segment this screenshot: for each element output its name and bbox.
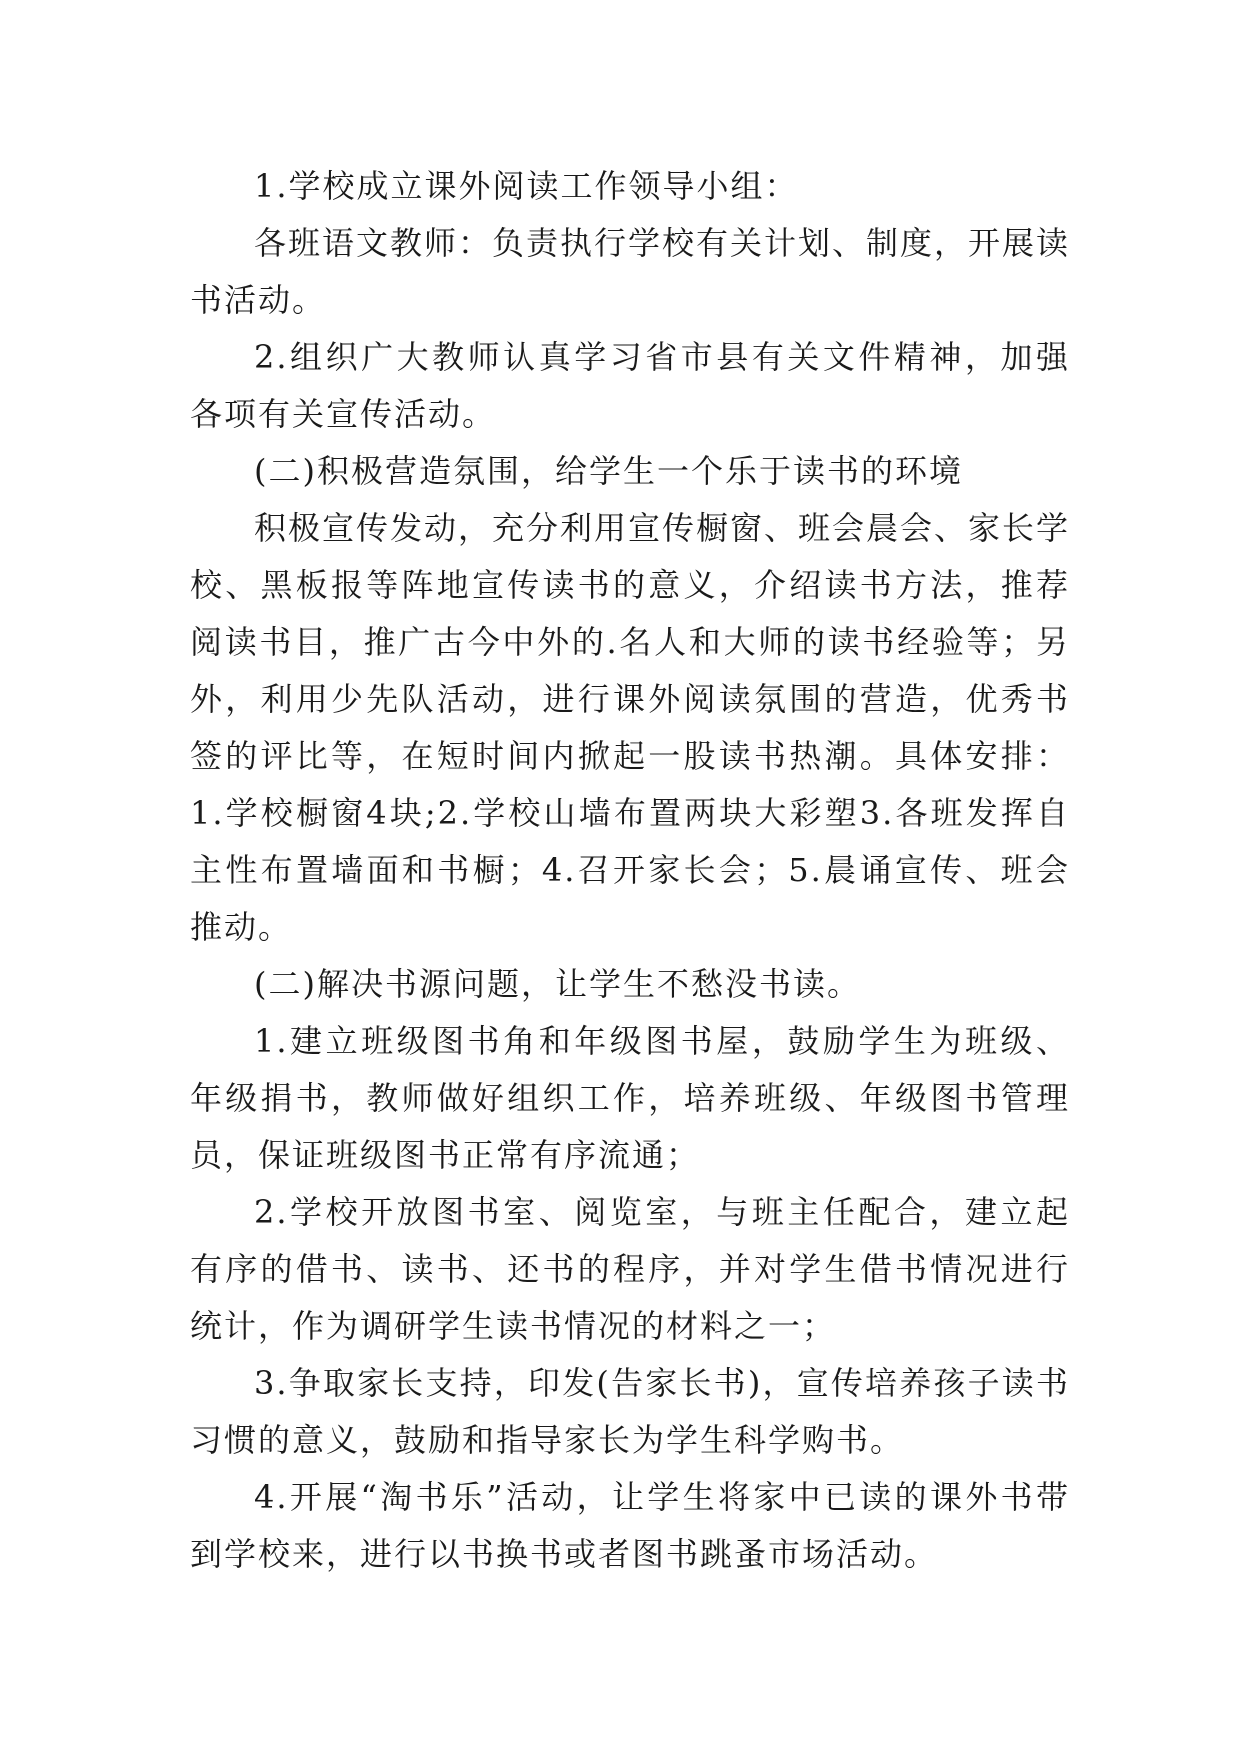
paragraph: 1.学校成立课外阅读工作领导小组： xyxy=(254,167,799,205)
paragraph: 4.开展“淘书乐”活动，让学生将家中已读的课外书带到学校来，进行以书换书或者图书跳蚤市场活动。 xyxy=(190,1478,1070,1573)
section-heading: (二)积极营造氛围，给学生一个乐于读书的环境 xyxy=(254,452,963,490)
paragraph: 2.组织广大教师认真学习省市县有关文件精神，加强各项有关宣传活动。 xyxy=(190,338,1070,433)
paragraph: 各班语文教师：负责执行学校有关计划、制度，开展读书活动。 xyxy=(190,224,1071,319)
section-heading: (二)解决书源问题，让学生不愁没书读。 xyxy=(254,965,861,1003)
paragraph: 积极宣传发动，充分利用宣传橱窗、班会晨会、家长学校、黑板报等阵地宣传读书的意义，介绍读书方法，推荐阅读书目，推广古今中外的.名人和大师的读书经验等；另外，利用少先队活动，进行课外阅读氛围的营造，优秀书签的评比等，在短时间内掀起一股读书热潮。具体安排： 1.学校橱窗4块;2.学校山墙布置两块大彩塑3.各班发挥自主性布置墙面和书橱；4.召开家长会；5.晨诵宣传、班会推动。 xyxy=(190,509,1071,946)
paragraph: 1.建立班级图书角和年级图书屋，鼓励学生为班级、年级捐书，教师做好组织工作，培养班级、年级图书管理员，保证班级图书正常有序流通； xyxy=(190,1022,1070,1174)
paragraph: 2.学校开放图书室、阅览室，与班主任配合，建立起有序的借书、读书、还书的程序，并对学生借书情况进行统计，作为调研学生读书情况的材料之一； xyxy=(190,1193,1070,1345)
document-body xyxy=(190,158,1070,1583)
paragraph: 3.争取家长支持，印发(告家长书)，宣传培养孩子读书习惯的意义，鼓励和指导家长为学生科学购书。 xyxy=(190,1364,1070,1459)
